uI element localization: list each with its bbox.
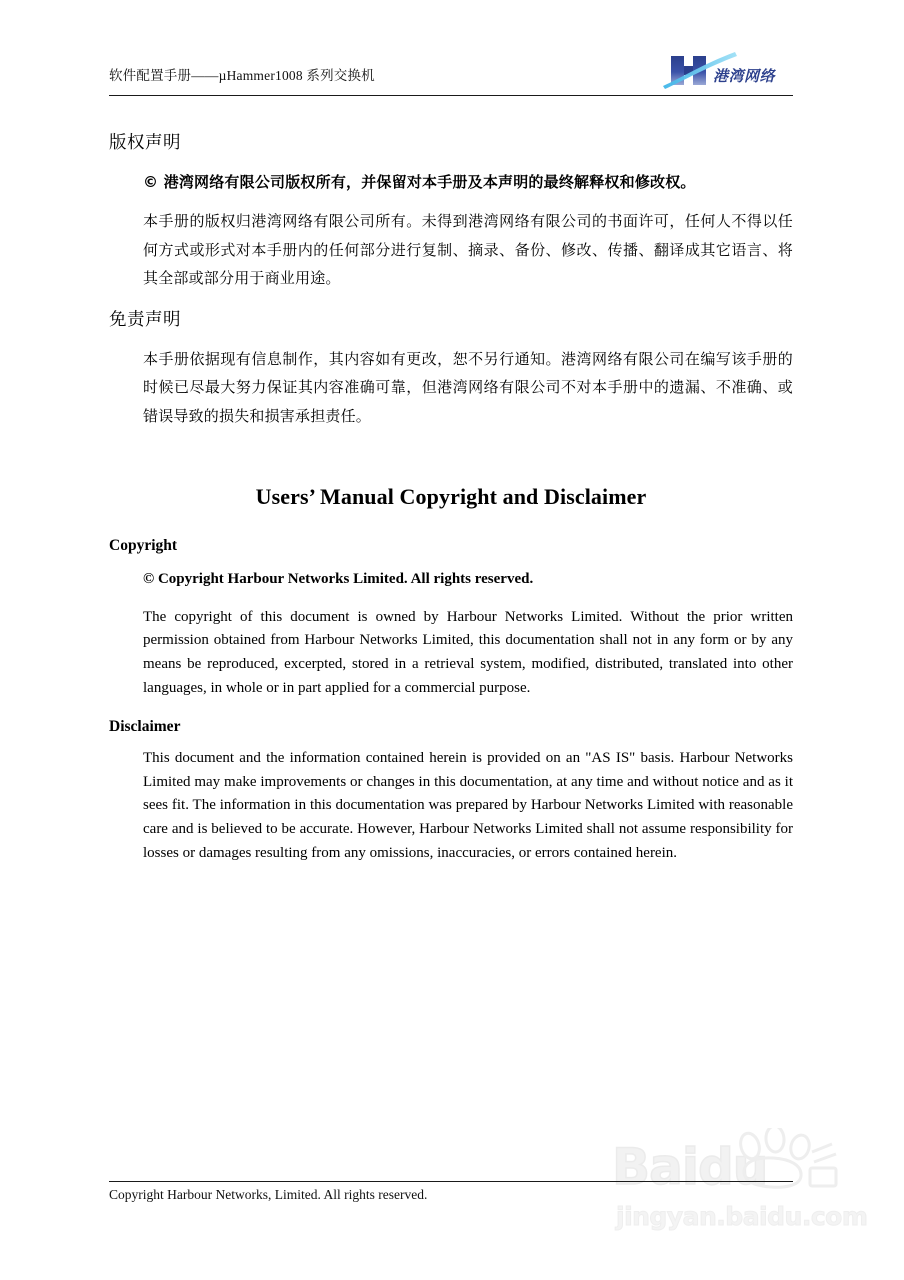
watermark-url-text: jingyan.baidu.com <box>616 1202 868 1231</box>
heading-disclaimer-en: Disclaimer <box>109 717 181 735</box>
svg-text:港湾网络: 港湾网络 <box>713 67 776 85</box>
disclaimer-body-cn: 本手册依据现有信息制作，其内容如有更改，恕不另行通知。港湾网络有限公司在编写该手册的时候已尽最大努力保证其内容准确可靠，但港湾网络有限公司不对本手册中的遗漏、不准确、或错误导致的损失和损害承担责任。 <box>143 349 793 425</box>
document-body <box>109 132 793 866</box>
header-divider <box>109 95 793 96</box>
heading-copyright-cn: 版权声明 <box>109 133 181 153</box>
running-header-title: 软件配置手册——µHammer1008 系列交换机 <box>109 68 375 83</box>
page-title: Users’ Manual Copyright and Disclaimer <box>255 484 647 509</box>
footer-divider <box>109 1181 793 1182</box>
copyright-notice-en: © Copyright Harbour Networks Limited. All rights reserved. <box>143 570 534 587</box>
footer-copyright-text: Copyright Harbour Networks, Limited. All rights reserved. <box>109 1187 428 1202</box>
page-footer <box>109 1181 793 1203</box>
heading-disclaimer-cn: 免责声明 <box>109 309 181 330</box>
disclaimer-body-en: This document and the information contained herein is provided on an "AS IS" basis. Harbour Networks Limited may make improvements or changes in this documentation, at any time and without notice and as it sees fit. The information in this documentation was prepared by Harbour Networks Limited with reasonable care and is believed to be accurate. However, Harbour Networks Limited shall not assume responsibility for losses or damages resulting from any omissions, inaccuracies, or errors contained herein. <box>143 749 793 862</box>
copyright-notice-cn: © 港湾网络有限公司版权所有，并保留对本手册及本声明的最终解释权和修改权。 <box>143 172 696 191</box>
heading-copyright-en: Copyright <box>109 536 178 554</box>
harbour-networks-logo <box>663 50 795 92</box>
copyright-body-en: The copyright of this document is owned by Harbour Networks Limited. Without the prior written permission obtained from Harbour Networks Limited, this documentation shall not in any form or by any means be reproduced, excerpted, stored in a retrieval system, modified, distributed, translated into other languages, in whole or in part applied for a commercial purpose. <box>143 608 793 696</box>
watermark-baidu-text: Baidu <box>612 1138 768 1196</box>
copyright-body-cn: 本手册的版权归港湾网络有限公司所有。未得到港湾网络有限公司的书面许可，任何人不得以任何方式或形式对本手册内的任何部分进行复制、摘录、备份、修改、传播、翻译成其它语言、将其全部或部分用于商业用途。 <box>143 212 793 288</box>
